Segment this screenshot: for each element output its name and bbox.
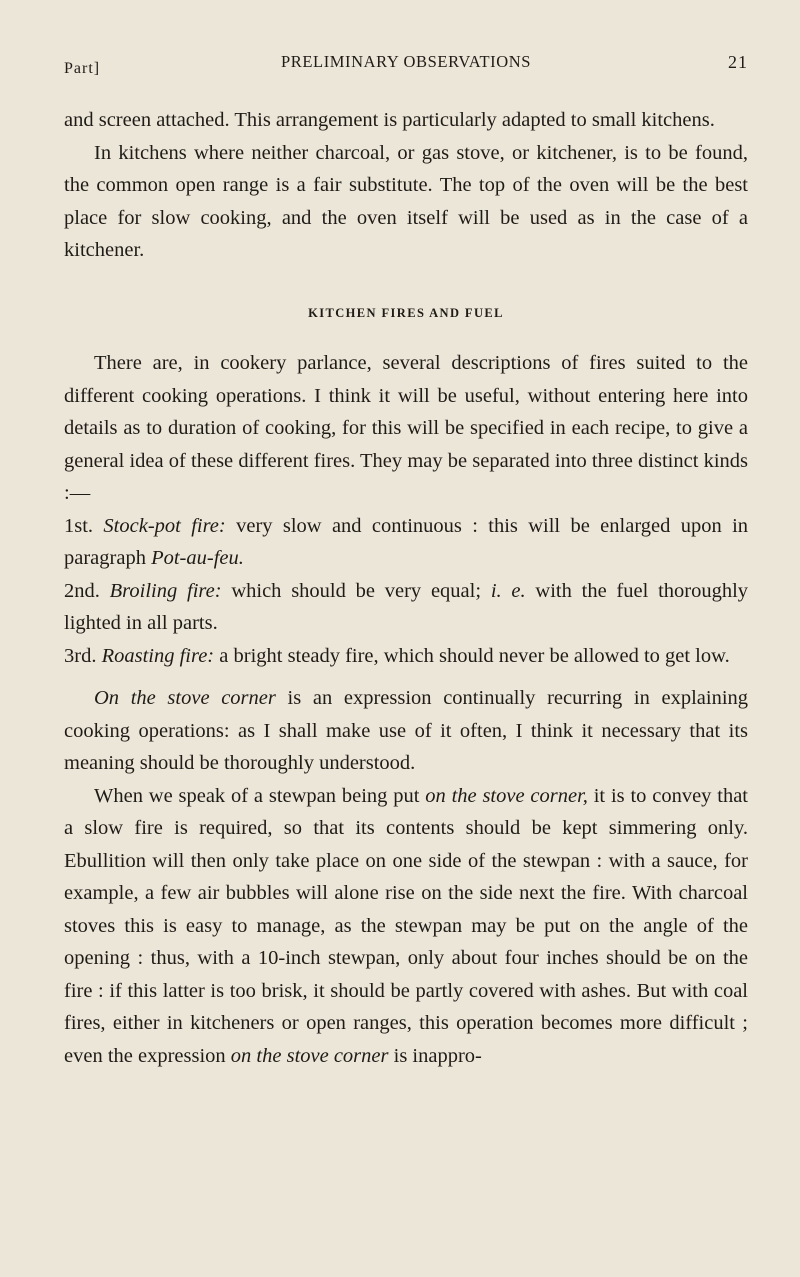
list-item-2 bbox=[64, 575, 748, 640]
paragraph-4 bbox=[64, 682, 748, 780]
body-text bbox=[64, 104, 748, 1072]
list-abbrev: i. e. bbox=[490, 579, 526, 602]
list-text: which should be very equal; bbox=[231, 579, 482, 602]
paragraph-1: and screen attached. This arrangement is particularly adapted to small kitchens. bbox=[64, 109, 715, 131]
list-number: 1st. bbox=[64, 514, 94, 537]
list-number: 3rd. bbox=[64, 644, 97, 667]
paragraph-4-text: is an expression continually recurring in explaining cooking operations: as I shall make use of it often, I think it necessary that its meaning should be thoroughly understood. bbox=[64, 687, 749, 774]
chapter-title: PRELIMINARY OBSERVATIONS bbox=[280, 52, 532, 71]
list-term: Stock-pot fire: bbox=[103, 514, 226, 537]
paragraph-5-a: When we speak of a stewpan being put bbox=[94, 784, 420, 807]
part-label: Part] bbox=[64, 60, 101, 77]
paragraph-3: There are, in cookery parlance, several descriptions of fires suited to the different cooking operations. I think it will be useful, without entering here into details as to duration of cooking, for this will be specified in each recipe, to give a general idea of these different fires. They may be separated into three distinct kinds :— bbox=[64, 352, 748, 504]
list-term: Roasting fire: bbox=[101, 644, 215, 667]
term-stove-corner: on the stove corner, bbox=[425, 784, 588, 807]
list-item-3 bbox=[64, 640, 748, 673]
paragraph-5-b: it is to convey that a slow fire is required, so that its contents should be kept simmering only. Ebullition will then only take place on one side of the stewpan : with a sauce, for example, a few air bubbles will alone rise on the side next the fire. With charcoal stoves this is easy to manage, as the stewpan may be put on the angle of the opening : thus, with a 10-inch stewpan, only about four inches should be on the fire : if this latter is too brisk, it should be partly covered with ashes. But with coal fires, either in kitcheners or open ranges, this operation becomes more difficult ; even the expression bbox=[64, 784, 748, 1067]
term-stove-corner: On the stove corner bbox=[94, 687, 276, 709]
paragraph-2: In kitchens where neither charcoal, or gas stove, or kitchener, is to be found, the common open range is a fair substitute. The top of the oven will be the best place for slow cooking, and the oven itself will be used as in the case of a kitchener. bbox=[64, 141, 748, 261]
paragraph-gap bbox=[64, 672, 748, 682]
list-text-rest: with the fuel thoroughly lighted in all parts. bbox=[64, 579, 749, 634]
list-reference: Pot-au-feu. bbox=[151, 547, 244, 569]
paragraph-5 bbox=[64, 780, 748, 1073]
page-number: 21 bbox=[728, 52, 748, 72]
list-item-1 bbox=[64, 510, 748, 575]
running-head bbox=[64, 52, 748, 80]
paragraph-5-c: is inappro- bbox=[393, 1044, 482, 1067]
list-text: a bright steady fire, which should never be allowed to get low. bbox=[219, 644, 730, 667]
list-text: very slow and continuous : this will be enlarged upon in paragraph bbox=[64, 514, 749, 569]
section-heading: KITCHEN FIRES AND FUEL bbox=[308, 305, 504, 320]
list-term: Broiling fire: bbox=[109, 579, 222, 602]
term-stove-corner: on the stove corner bbox=[230, 1044, 389, 1067]
list-number: 2nd. bbox=[64, 579, 100, 602]
